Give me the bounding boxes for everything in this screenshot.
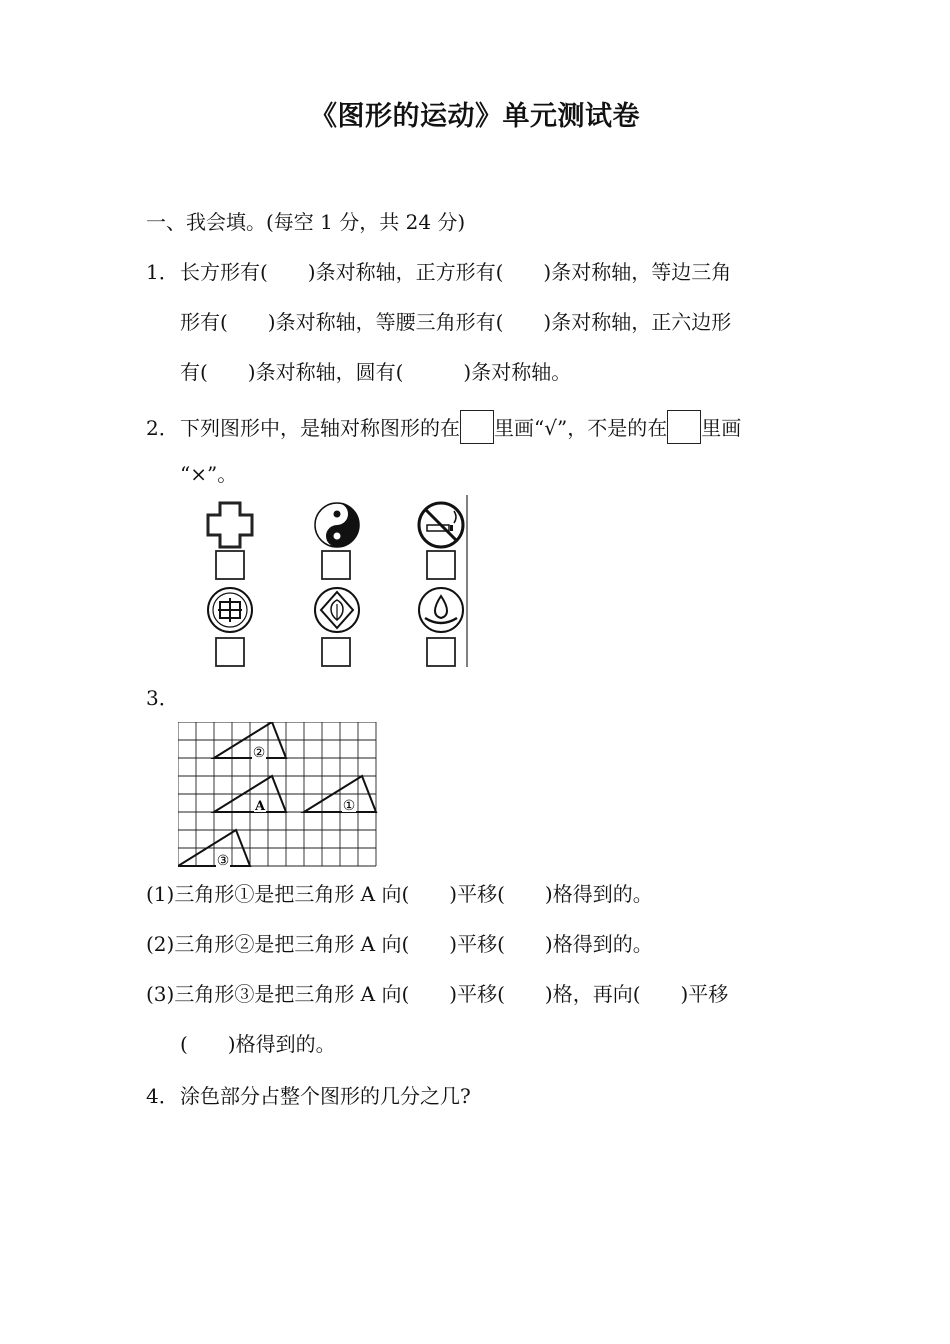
symbols-figure	[195, 495, 475, 675]
answer-box[interactable]	[322, 638, 350, 666]
answer-box[interactable]	[427, 551, 455, 579]
answer-box[interactable]	[427, 638, 455, 666]
bank-logo-icon	[208, 588, 252, 632]
water-drop-emblem-icon	[419, 588, 463, 632]
question-1-line-1	[146, 258, 731, 286]
question-3-sub-3-line-1: (3)三角形③是把三角形 A 向( )平移( )格，再向( )平移	[146, 982, 729, 1006]
label-three: ③	[216, 853, 230, 869]
question-text: 里画	[701, 416, 742, 440]
leaf-emblem-icon	[315, 588, 359, 632]
question-3-sub-2: (2)三角形②是把三角形 A 向( )平移( )格得到的。	[146, 932, 653, 956]
question-3-number: 3．	[146, 686, 179, 710]
question-number: 1．	[146, 260, 179, 284]
section-heading: 一、我会填。(每空 1 分，共 24 分)	[146, 210, 466, 234]
question-4	[146, 1082, 471, 1110]
question-2-line-2: “×”。	[180, 462, 238, 486]
label-a: A	[254, 799, 266, 814]
answer-box-example	[667, 410, 701, 444]
question-3-sub-1: (1)三角形①是把三角形 A 向( )平移( )格得到的。	[146, 882, 653, 906]
grid-figure	[178, 722, 382, 872]
question-1-line-2: 形有( )条对称轴，等腰三角形有( )条对称轴，正六边形	[180, 310, 732, 334]
answer-box[interactable]	[216, 638, 244, 666]
page-title: 《图形的运动》单元测试卷	[310, 101, 640, 132]
question-number: 2．	[146, 416, 179, 440]
answer-box[interactable]	[216, 551, 244, 579]
question-text: 长方形有( )条对称轴，正方形有( )条对称轴，等边三角	[180, 260, 732, 284]
answer-box-example	[460, 410, 494, 444]
question-1-line-3: 有( )条对称轴，圆有( )条对称轴。	[180, 360, 572, 384]
question-text: 里画“√”，不是的在	[494, 416, 668, 440]
question-text: 下列图形中，是轴对称图形的在	[180, 416, 460, 440]
question-2-line-1	[146, 410, 741, 444]
cross-icon	[208, 503, 252, 547]
question-3-sub-3-line-2: ( )格得到的。	[180, 1032, 336, 1056]
label-two: ②	[252, 745, 266, 761]
question-number: 4．	[146, 1084, 179, 1108]
yin-yang-icon	[315, 503, 359, 547]
label-one: ①	[342, 798, 356, 814]
no-smoking-icon	[419, 503, 463, 547]
answer-box[interactable]	[322, 551, 350, 579]
grid-lines	[178, 722, 376, 866]
question-text: 涂色部分占整个图形的几分之几?	[180, 1084, 471, 1108]
